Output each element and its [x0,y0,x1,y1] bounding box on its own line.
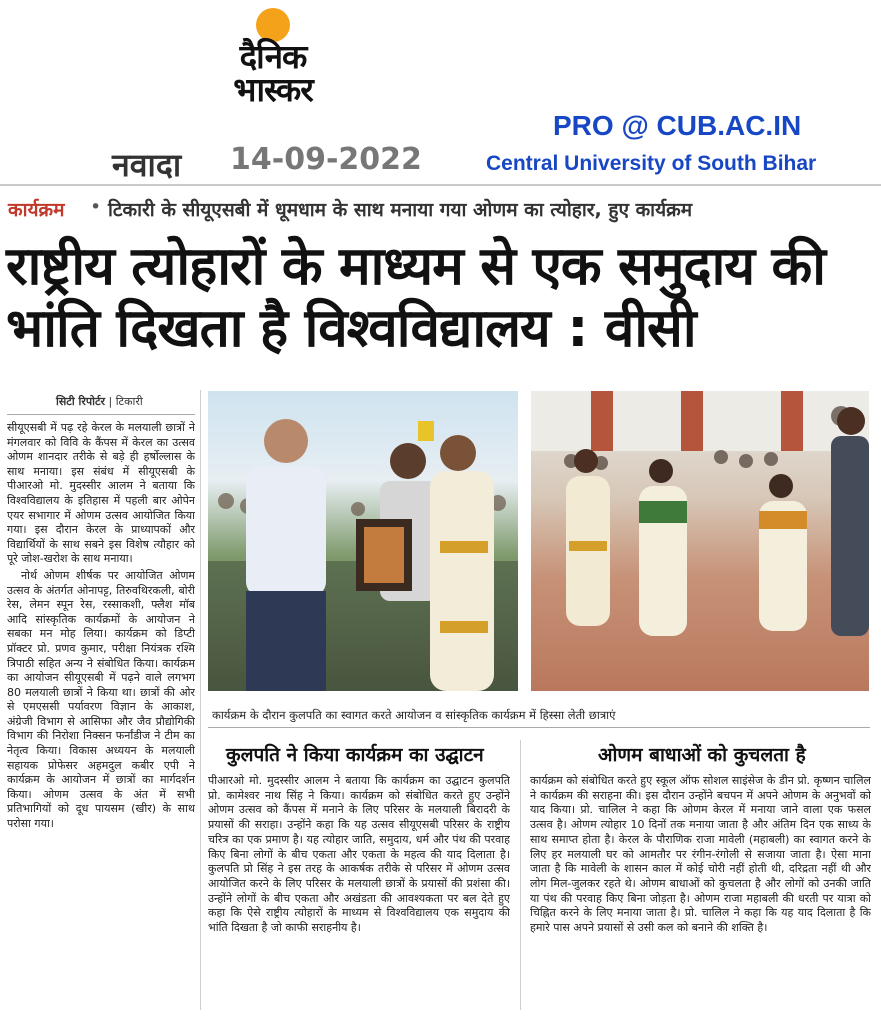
byline-place: | टिकारी [108,395,143,408]
publication-date: 14-09-2022 [230,142,422,177]
section-a-column [208,774,510,1010]
university-name: Central University of South Bihar [486,152,817,175]
section-b-column [530,774,871,1010]
photo2-illustration [531,391,869,691]
article-subhead: टिकारी के सीयूएसबी में धूमधाम के साथ मनाया गया ओणम का त्योहार, हुए कार्यक्रम [108,199,693,221]
left-paragraph-2: नोर्थ ओणम शीर्षक पर आयोजित ओणम उत्सव के अंतर्गत ओनापट्ट, तिरुवथिरकली, बोरी रेस, लेमन स्पून रेस, रस्साकशी, फ्लैश मॉब आदि सांस्कृतिक कार्यक्रमों के आयोजन ने सबका मन मोह लिया। कार्यक्रम को डिप्टी प्रॉक्टर प्रो. प्रणव कुमार, परीक्षा नियंत्रक रश्मि त्रिपाठी सहित अन्य ने संबोधित किया। कार्यक्रम का आयोजन सीयूएसबी में पढ़ने वाले लगभग 80 मलयाली छात्रों ने किया था। छात्रों की ओर से एमएससी पर्यावरण विज्ञान के आकाश, अंग्रेजी विभाग से आसिफा और जैव प्रौद्योगिकी विभाग की निरोशा निक्सन फर्नांडीज ने टीम का नेतृत्व किया। विकास अध्ययन के मलयाली सहायक प्रोफेसर अहमदुल कबीर एपी ने कार्यक्रम के आयोजन में छात्रों का मार्गदर्शन किया। ओणम उत्सव के अंत में सभी प्रतिभागियों को दूध पायसम (खीर) के साथ परोसा गया। [7,568,195,831]
byline [56,394,143,409]
section-b-body: कार्यक्रम को संबोधित करते हुए स्कूल ऑफ सोशल साइंसेज के डीन प्रो. कृष्णन चालिल ने कार्यक्रम की सराहना की। इस दौरान उन्होंने बचपन में अपने ओणम के अनुभवों को याद किया। प्रो. चालिल ने कहा कि ओणम केरल में मनाया जाने वाला एक फसल उत्सव है। ओणम त्योहार 10 दिनों तक मनाया जाता है और अंतिम दिन एक साध्य के साथ समाप्त होता है। केरल के पौराणिक राजा मावेली (महाबली) का स्वागत करने के लिए हर मलयाली घर को आमतौर पर रंगीन-रंगोली से सजाया जाता है। ऐसा माना जाता है कि मावेली के शासन काल में कोई चोरी नहीं होती थी, दरिद्रता नहीं थी और लोग मिल-जुलकर रहते थे। ओणम बाधाओं को कुचलता है और लोगों को उनकी जाति या पंथ की परवाह किए बिना जोड़ता है। ओणम राजा महाबली की धरती पर यात्रा को चिह्नित करने के लिए मनाया जाता है। प्रो. चालिल ने कहा कि यह याद दिलाता है कि हमारे पास अपने प्रयासों से उसी कल को बनाने की शक्ति है। [530,774,871,935]
students-dance-photo [531,391,869,691]
section-a-title: कुलपति ने किया कार्यक्रम का उद्घाटन [226,744,484,766]
caption-divider [208,727,870,728]
edition-city: नवादा [112,146,182,184]
byline-reporter: सिटी रिपोर्टर [56,395,105,408]
newspaper-logo: दैनिक भास्कर [233,37,313,109]
kicker-label: कार्यक्रम [8,199,65,221]
photo1-illustration [208,391,518,691]
section-a-body: पीआरओ मो. मुदस्सीर आलम ने बताया कि कार्यक्रम का उद्घाटन कुलपति प्रो. कामेश्वर नाथ सिंह ने किया। कार्यक्रम को संबोधित करते हुए उन्होंने ओणम उत्सव को कैंपस में मनाने के लिए परिसर के मलयाली बिरादरी के प्रयासों की सराहा। उन्होंने कहा कि यह उत्सव सीयूएसबी परिसर के राष्ट्रीय चरित्र का एक प्रमाण है। यह त्योहार जाति, समुदाय, धर्म और पंथ की परवाह किए बिना लोगों के बीच एकता और एकता के महत्व की याद दिलाता है। कुलपति प्रो सिंह ने इस तरह के आकर्षक तरीके से परिसर में ओणम उत्सव आयोजित करने के लिए परिसर के मलयाली छात्रों के प्रयासों की प्रशंसा की। उन्होंने लोगों के बीच एकता और अखंडता की आवश्यकता पर बल देते हुए कहा कि ऐसे राष्ट्रीय त्योहारों के माध्यम से विश्वविद्यालय एक समुदाय की भांति दिखता है जो काफी सराहनीय है। [208,774,510,935]
header-divider [0,184,881,186]
left-column [7,414,195,1010]
section-b-title: ओणम बाधाओं को कुचलता है [598,744,806,766]
kicker-separator: • [90,196,102,218]
vc-felicitation-photo [208,391,518,691]
left-paragraph-1: सीयूएसबी में पढ़ रहे केरल के मलयाली छात्रों ने मंगलवार को विवि के कैंपस में केरल का उत्सव ओणम शानदार तरीके से बड़े ही हर्षोल्लास के साथ मनाया। इस संबंध में सीयूएसबी के पीआरओ मो. मुदस्सीर आलम ने बताया कि विश्वविद्यालय के इतिहास में पहली बार ओपेन एयर सभागार में ओणम उत्सव आयोजित किया गया। इस दौरान केरल के प्राध्यापकों और विद्यार्थियों के साथ सबने इस विशेष त्यौहार को पूरे जोश-खरोश के साथ मनाया। [7,421,195,566]
column-divider [200,390,201,1010]
photo-caption: कार्यक्रम के दौरान कुलपति का स्वागत करते आयोजन व सांस्कृतिक कार्यक्रम में हिस्सा लेती छात्राएं [212,708,616,722]
article-headline: राष्ट्रीय त्योहारों के माध्यम से एक समुदाय की भांति दिखता है विश्वविद्यालय : वीसी [6,236,825,359]
column-divider-2 [520,740,521,1010]
pro-email: PRO @ CUB.AC.IN [553,110,802,141]
byline-divider [7,414,195,415]
